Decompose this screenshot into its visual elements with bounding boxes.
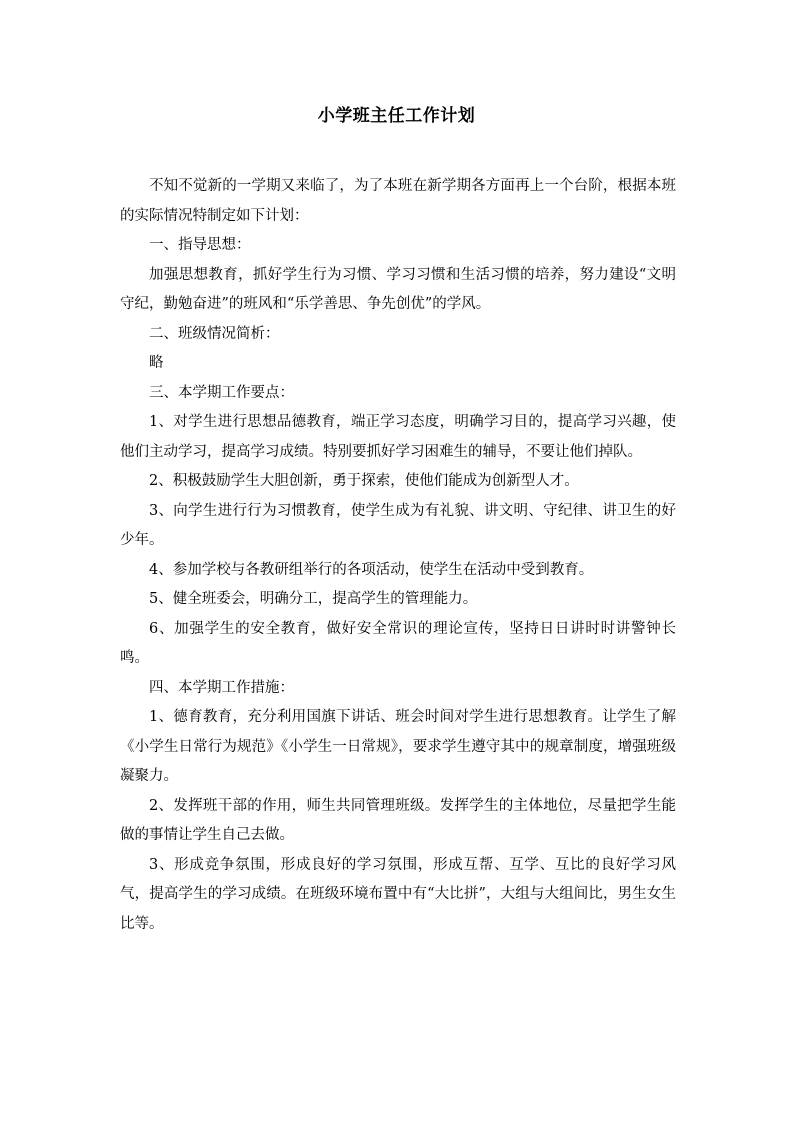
document-title: 小学班主任工作计划 [317, 106, 476, 126]
section-heading-work-points: 三、本学期工作要点： [149, 384, 294, 401]
work-point-item: 5、健全班委会，明确分工，提高学生的管理能力。 [149, 591, 478, 607]
work-point-item: 6、加强学生的安全教育，做好安全常识的理论宣传，坚持日日讲时时讲警钟长鸣。 [120, 620, 676, 666]
work-measure-item: 2、发挥班干部的作用，师生共同管理班级。发挥学生的主体地位，尽量把学生能做的事情让学生自己去做。 [120, 797, 676, 843]
intro-paragraph: 不知不觉新的一学期又来临了，为了本班在新学期各方面再上一个台阶，根据本班的实际情况特制定如下计划： [120, 178, 676, 224]
document-body [120, 172, 676, 939]
work-point-item: 4、参加学校与各教研组举行的各项活动，使学生在活动中受到教育。 [149, 561, 594, 578]
work-point-item: 3、向学生进行行为习惯教育，使学生成为有礼貌、讲文明、守纪律、讲卫生的好少年。 [120, 502, 676, 548]
work-point-item: 1、对学生进行思想品德教育，端正学习态度，明确学习目的，提高学习兴趣，使他们主动学习，提高学习成绩。特别要抓好学习困难生的辅导，不要让他们掉队。 [120, 414, 676, 460]
section-heading-guiding-thought: 一、指导思想： [149, 237, 251, 253]
work-measure-item: 3、形成竞争氛围，形成良好的学习氛围，形成互帮、互学、互比的良好学习风气，提高学生的学习成绩。在班级环境布置中有“大比拼”，大组与大组间比，男生女生比等。 [120, 856, 676, 932]
class-situation-paragraph: 略 [149, 355, 164, 371]
section-heading-class-situation: 二、班级情况简析： [149, 325, 280, 342]
guiding-thought-paragraph: 加强思想教育，抓好学生行为习惯、学习习惯和生活习惯的培养，努力建设“文明守纪，勤勉奋进”的班风和“乐学善思、争先创优”的学风。 [120, 266, 676, 312]
section-heading-work-measures: 四、本学期工作措施： [149, 679, 294, 696]
work-point-item: 2、积极鼓励学生大胆创新，勇于探索，使他们能成为创新型人才。 [149, 473, 579, 489]
work-measure-item: 1、德育教育，充分利用国旗下讲话、班会时间对学生进行思想教育。让学生了解《小学生日常行为规范》《小学生一日常规》，要求学生遵守其中的规章制度，增强班级凝聚力。 [120, 709, 676, 784]
